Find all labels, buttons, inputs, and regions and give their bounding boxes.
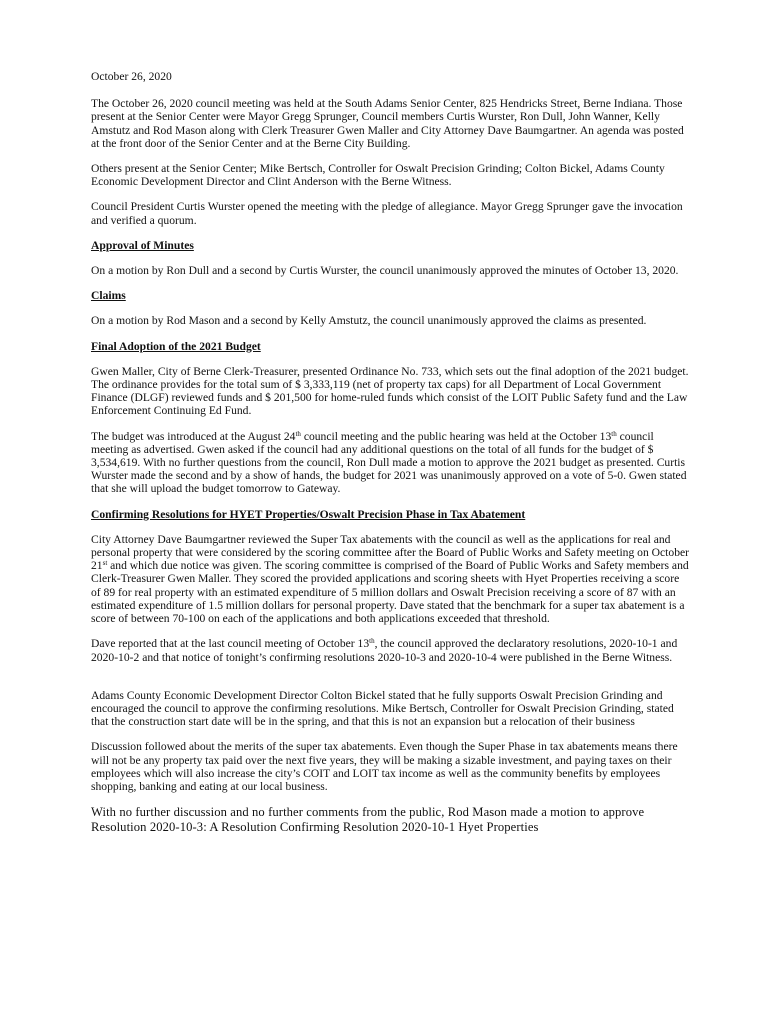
opening-paragraph: Council President Curtis Wurster opened the meeting with the pledge of allegiance. Mayor Gregg Sprunger gave the invocation and verified a quorum.: [91, 200, 683, 227]
minutes-heading: Approval of Minutes: [91, 238, 194, 252]
budget-p2-part-b: council meeting and the public hearing was held at the October 13: [300, 429, 612, 443]
paragraph-gap: [91, 676, 691, 689]
resolutions-p2-part-a: Dave reported that at the last council meeting of October 13: [91, 637, 370, 651]
budget-p2-sup-1: th: [295, 429, 301, 438]
resolutions-paragraph-2: [91, 637, 691, 663]
budget-p2-part-a: The budget was introduced at the August 24: [91, 429, 296, 443]
intro-paragraph: The October 26, 2020 council meeting was held at the South Adams Senior Center, 825 Hendricks Street, Berne Indiana. Those present at the Senior Center were Mayor Gregg Sprunger, Council members Curtis Wurster, Ron Dull, John Wanner, Kelly Amstutz and Rod Mason along with Clerk Treasurer Gwen Maller and City Attorney Dave Baumgartner. An agenda was posted at the front door of the Senior Center and at the Berne City Building.: [91, 97, 684, 150]
resolutions-p2-sup: th: [369, 637, 375, 646]
resolutions-p1-part-b: and which due notice was given. The scoring committee is comprised of the Board of Public Works and Safety members and Clerk-Treasurer Gwen Maller. They scored the provided applications and scoring sheets with Hyet Properties receiving a score of 89 for real property with an estimated expenditure of 5 million dollars and Oswalt Precision receiving a score of 87 with an estimated expenditure of 1.5 million dollars for personal property. Dave stated that the benchmark for a super tax abatement is a score of between 70-100 on each of the applications and both applications exceeded that threshold.: [91, 559, 689, 626]
document-page: [91, 70, 691, 846]
claims-heading: Claims: [91, 289, 126, 303]
minutes-paragraph: On a motion by Ron Dull and a second by Curtis Wurster, the council unanimously approved the minutes of October 13, 2020.: [91, 264, 679, 278]
budget-p2-part-c: council meeting as advertised. Gwen asked if the council had any additional questions on the total of all funds for the budget of $ 3,534,619. With no further questions from the council, Ron Dull made a motion to approve the 2021 budget as presented. Curtis Wurster made the second and by a show of hands, the budget for 2021 was unanimously approved on a vote of 5-0. Gwen stated that she will upload the budget tomorrow to Gateway.: [91, 429, 687, 496]
budget-paragraph-1: Gwen Maller, City of Berne Clerk-Treasurer, presented Ordinance No. 733, which sets out the final adoption of the 2021 budget. The ordinance provides for the total sum of $ 3,333,119 (net of property tax caps) for all Department of Local Government Finance (DLGF) reviewed funds and $ 201,500 for home-ruled funds which consist of the LOIT Public Safety fund and the Law Enforcement Continuing Ed Fund.: [91, 364, 689, 418]
resolutions-p2-part-b: , the council approved the declaratory resolutions, 2020-10-1 and 2020-10-2 and that notice of tonight’s confirming resolutions 2020-10-3 and 2020-10-4 were published in the Berne Witness.: [91, 637, 678, 664]
budget-paragraph-2: [91, 430, 691, 496]
resolutions-paragraph-5: With no further discussion and no further comments from the public, Rod Mason made a motion to approve Resolution 2020-10-3: A Resolution Confirming Resolution 2020-10-1 Hyet Properties: [91, 805, 645, 834]
resolutions-paragraph-3: Adams County Economic Development Director Colton Bickel stated that he fully supports Oswalt Precision Grinding and encouraged the council to approve the confirming resolutions. Mike Bertsch, Controller for Oswalt Precision Grinding, stated that the construction start date will be in the spring, and that this is not an expansion but a relocation of their business: [91, 688, 674, 729]
meeting-date: October 26, 2020: [91, 70, 172, 83]
resolutions-p1-sup: st: [102, 559, 108, 568]
resolutions-heading: Confirming Resolutions for HYET Properties/Oswalt Precision Phase in Tax Abatement: [91, 507, 526, 521]
claims-paragraph: On a motion by Rod Mason and a second by Kelly Amstutz, the council unanimously approved the claims as presented.: [91, 314, 647, 328]
resolutions-p1-part-a: City Attorney Dave Baumgartner reviewed the Super Tax abatements with the council as well as the applications for real and personal property that were considered by the scoring committee after the Board of Public Works and Safety meeting on October 21: [91, 532, 690, 573]
budget-heading: Final Adoption of the 2021 Budget: [91, 339, 261, 353]
budget-p2-sup-2: th: [611, 429, 617, 438]
resolutions-paragraph-4: Discussion followed about the merits of the super tax abatements. Even though the Super Phase in tax abatements means there will not be any property tax paid over the next five years, they will be making a sizable investment, and paying taxes on their employees which will also increase the city’s COIT and LOIT tax income as well as the community benefits by employees shopping, banking and eating at our local business.: [91, 740, 678, 793]
resolutions-paragraph-1: [91, 533, 691, 625]
others-present-paragraph: Others present at the Senior Center; Mike Bertsch, Controller for Oswalt Precision Grinding; Colton Bickel, Adams County Economic Development Director and Clint Anderson with the Berne Witness.: [91, 162, 665, 189]
